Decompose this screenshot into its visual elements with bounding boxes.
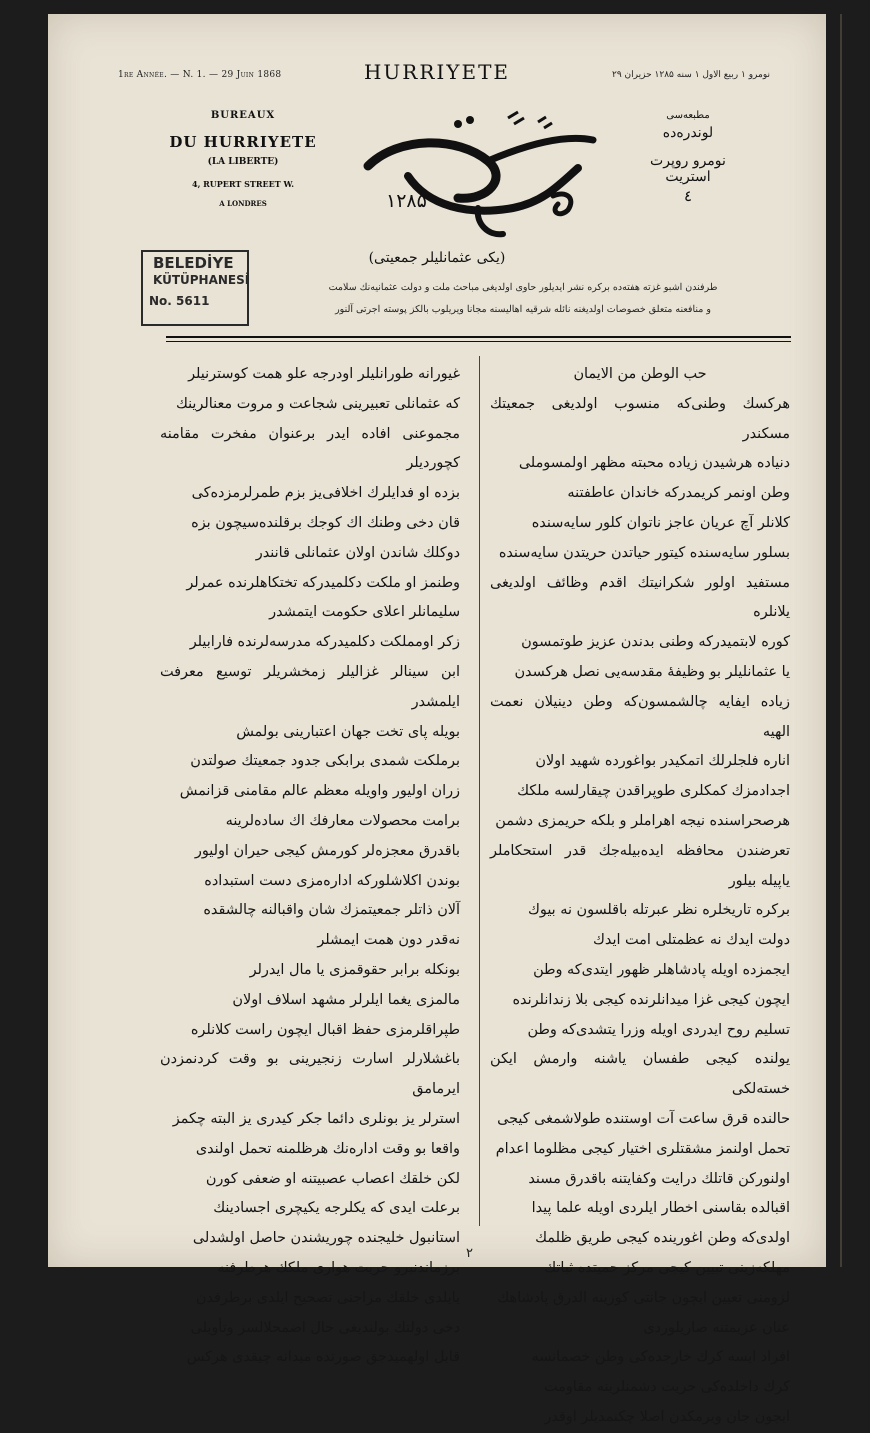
text-line: استرلر یز بونلری دائما جکر کیدری یز البته چکمز bbox=[172, 1110, 460, 1127]
text-line: واقعا بو وقت اداره‌نك هرظلمنه تحمل اولندی bbox=[195, 1140, 460, 1157]
text-line: بسلور سایه‌سنده کیتور حیاتدن حریتدن سایه‌سنده bbox=[498, 544, 790, 561]
london-press-label: مطبعه‌سی bbox=[666, 110, 710, 121]
text-line: وطنمز او ملکت دکلمیدرکه تختکاهلرنده عمرلر bbox=[186, 574, 460, 591]
statement-line-2: و منافعنه متعلق خصوصات اولدیغنه نائله شرقیه اهالیسنه مجانا ویریلوب بالکز پوسته اجرتی آلنور bbox=[335, 304, 711, 315]
text-line: مهلکه‌زینی تبیین کیجی مرکز حمیتده ثباتك bbox=[544, 1259, 790, 1276]
library-stamp bbox=[141, 250, 249, 326]
text-line: یا عثمانلیلر بو وظیفهٔ مقدسه‌یی نصل هرکسدن bbox=[514, 663, 790, 680]
article-heading: حب الوطن من الایمان bbox=[573, 366, 707, 382]
london-street: نومرو روپرت استریت bbox=[650, 153, 726, 185]
text-line: مالمزی یغما ایلرلر مشهد اسلاف اولان bbox=[232, 991, 460, 1008]
page-number: ٢ bbox=[466, 1246, 473, 1261]
text-line: باقدرق معجزه‌لر کورمش کیجی حیران اولیور bbox=[194, 842, 460, 859]
text-line: دوکلك شاندن اولان عثمانلی قانندر bbox=[255, 544, 460, 561]
year-numeral: ۱۲۸۵ bbox=[386, 190, 427, 212]
text-line: اقبالده بقاسنی اخطار ایلردی اویله علما پیدا bbox=[531, 1200, 790, 1217]
text-line: ایجمزده اویله پادشاهلر ظهور ایتدی‌که وطن bbox=[533, 961, 790, 978]
bureaux-heading: BUREAUX bbox=[210, 110, 276, 121]
text-line: دولت ایدك نه عظمتلی امت ایدك bbox=[593, 932, 790, 949]
text-line: غیورانه طورانلیلر اودرجه علو همت کوسترنیلر bbox=[188, 366, 460, 382]
text-line: اولدی‌که وطن اغورینده کیجی طریق ظلمك bbox=[535, 1230, 790, 1247]
statement-line-1: طرفندن اشبو غزته هفته‌ده برکره نشر ایدیلور حاوی اولدیغی مباحث ملت و دولت عثمانیه‌نك سلامت bbox=[328, 282, 718, 293]
text-line: نه‌قدر دون همت ایمشلر bbox=[317, 932, 460, 949]
text-line: برامت محصولات معارفك اك ساده‌لرینه bbox=[225, 812, 460, 829]
stamp-line-2: KÜTÜPHANESİ bbox=[153, 273, 250, 287]
left-text-column bbox=[160, 360, 460, 1373]
text-line: اناره فلجلرلك اتمکیدر بواغورده شهید اولان bbox=[535, 753, 790, 770]
text-line: زیاده ایفایه چالشمسون‌که وطن دینیلان نعمت الهیه bbox=[490, 693, 790, 740]
text-line: بزده او فدایلرك اخلافی‌یز بزم طمرلرمزده‌کی bbox=[191, 485, 460, 502]
text-line: قابل اولهمیدجق صورتده میدانه چیقدی هرکس bbox=[186, 1349, 460, 1366]
column-divider bbox=[479, 356, 480, 1226]
text-line: هرکسك وطنی‌که منسوب اولدیغی جمعیتك مسکندر bbox=[490, 395, 790, 442]
text-line: باغشلارلر اسارت زنجیرینی بو وقت کردنمزدن ایرمامق bbox=[160, 1051, 460, 1098]
london-address bbox=[633, 110, 743, 205]
text-line: کلانلر آچ عریان عاجز ناتوان کلور سایه‌سنده bbox=[531, 514, 790, 531]
text-line: طپراقلرمزی حفظ اقبال ایچون راست کلانلره bbox=[190, 1021, 460, 1038]
text-line: استانبول خلیجنده چوریشندن حاصل اولشدلی bbox=[192, 1230, 460, 1247]
text-line: بوندن اکلاشلورکه اداره‌مزی دست استبداده bbox=[204, 872, 460, 889]
issue-line-ottoman: نومرو ۱ ربیع الاول ۱ سنه ۱۲۸۵ حزیران ۲۹ bbox=[612, 70, 770, 80]
text-line: که عثمانلی تعبیرینی شجاعت و مروت معنالرینك bbox=[175, 395, 460, 412]
text-line: ابن سینالر غزالیلر زمخشریلر توسیع معرفت ایلمشدر bbox=[160, 663, 460, 710]
text-line: مجموعنی افاده ایدر برعنوان مفخرت مقامنه کچوردیلر bbox=[160, 425, 460, 472]
text-line: یایلدی خلقك مزاجنی تصحیح ایلدی برطرفدن bbox=[195, 1289, 460, 1306]
stamp-line-1: BELEDİYE bbox=[153, 254, 234, 272]
bureaux-street: 4, RUPERT STREET W. bbox=[192, 179, 294, 189]
london-city: لوندره‌ده bbox=[662, 125, 714, 141]
text-line: لکن خلقك اعصاب عصبیتنه او ضعفی کورن bbox=[205, 1170, 460, 1187]
text-line: برعلت ایدی که یکلرجه یکیچری اجسادینك bbox=[213, 1200, 460, 1217]
text-line: هرصحراسنده نیجه اهراملر و بلکه حریمزی دشمن bbox=[495, 812, 790, 829]
newspaper-page bbox=[48, 14, 826, 1425]
text-line: دخی دولتك بولندیغی حال اضمحلالسز وتأویلی bbox=[190, 1319, 460, 1336]
text-line: برزماندنبرو حریت هواری ملکك هرطرفنه bbox=[217, 1259, 460, 1276]
bureaux-translation: (LA LIBERTE) bbox=[207, 157, 279, 167]
header-rule-thin bbox=[166, 341, 791, 342]
text-line: تسلیم روح ایدردی اویله وزرا یتشدی‌که وطن bbox=[527, 1021, 790, 1038]
issue-line: 1re Année. — N. 1. — 29 Juin 1868 bbox=[118, 70, 282, 80]
society-subtitle: (یکی عثمانلیلر جمعیتی) bbox=[368, 250, 506, 266]
text-line: بونکله برابر حقوقمزی یا مال ایدرلر bbox=[249, 961, 460, 978]
bureaux-city: A LONDRES bbox=[219, 199, 267, 208]
text-line: تعرضندن محافظه ایده‌بیله‌جك قدر استحکاملر یاپیله بیلور bbox=[490, 842, 790, 889]
masthead-title: HURRIYETE bbox=[363, 60, 511, 84]
text-line: زکر اومملکت دکلمیدرکه مدرسه‌لرنده فارابیلر bbox=[189, 634, 460, 651]
london-street-number: ٤ bbox=[683, 187, 693, 205]
text-line: بویله پای تخت جهان اعتبارینی بولمش bbox=[236, 723, 460, 740]
text-line: ایچون جان ویرمکدن اصلا چکنمدیلر اوقدر bbox=[544, 1408, 790, 1425]
text-line: سلیمانلر اعلای حکومت ایتمشدر bbox=[269, 604, 460, 621]
text-line: یولنده کیجی طفسان یاشنه وارمش ایکن خسته‌لکی bbox=[490, 1051, 790, 1098]
text-line: کوره لابتمیدرکه وطنی بدندن عزیز طوتمسون bbox=[521, 634, 790, 651]
text-line: حالنده قرق ساعت آت اوستنده طولاشمغی کیجی bbox=[497, 1110, 790, 1127]
text-line: عنان عزیمتنه صاریلوردی bbox=[643, 1319, 790, 1336]
text-line: برکره تاریخلره نظر عبرتله باقلسون نه بیوك bbox=[528, 902, 790, 919]
text-line: اولنورکن قاتلك درایت وکفایتنه باقدرق مسند bbox=[528, 1170, 790, 1187]
bureaux-name: DU HURRIYETE bbox=[169, 133, 317, 151]
hurriyet-calligraphy-logo bbox=[338, 106, 618, 246]
text-line: برملکت شمدی برابکی جدود جمعیتك صولتدن bbox=[190, 753, 460, 770]
text-line: دنیاده هرشیدن زیاده محبته مظهر اولمسوملی bbox=[518, 455, 790, 472]
text-line: ایچون کیجی غزا میدانلرنده کیجی بلا زندانلرنده bbox=[512, 991, 790, 1008]
text-line: افراد ایسه کرك خارجده‌کی وطن خصمانسه bbox=[531, 1349, 790, 1366]
text-line: اجدادمزك کمکلری طوپراقدن چیقارلسه ملکك bbox=[517, 783, 790, 800]
text-line: کرك داخلده‌کی حریت دشمنلرینه مقاومت bbox=[544, 1379, 790, 1396]
header-rule-thick bbox=[166, 336, 791, 338]
text-line: وطن اونمر کریمدرکه خاندان عاطفتنه bbox=[567, 485, 790, 502]
bureaux-address bbox=[148, 110, 338, 208]
text-line: لزومنی تعیین ایچون جانتی کوزینه الدرق پادشاهك bbox=[497, 1289, 790, 1306]
text-line: آلان ذاتلر جمعیتمزك شان واقبالنه چالشقده bbox=[203, 902, 460, 919]
text-line: مستفید اولور شکرانیتك اقدم وظائف اولدیغی یلانلره bbox=[490, 574, 790, 621]
text-line: زران اولیور واویله معظم عالم مقامنی قزانمش bbox=[179, 783, 460, 800]
right-text-column bbox=[490, 360, 790, 1433]
text-line: تحمل اولنمز مشقتلری اختیار کیجی مظلوما اعدام bbox=[495, 1140, 790, 1157]
text-line: قان دخی وطنك اك کوجك برقلنده‌سیچون بزه bbox=[191, 514, 460, 531]
stamp-line-3: No. 5611 bbox=[149, 294, 210, 308]
page-fold bbox=[840, 14, 842, 1267]
